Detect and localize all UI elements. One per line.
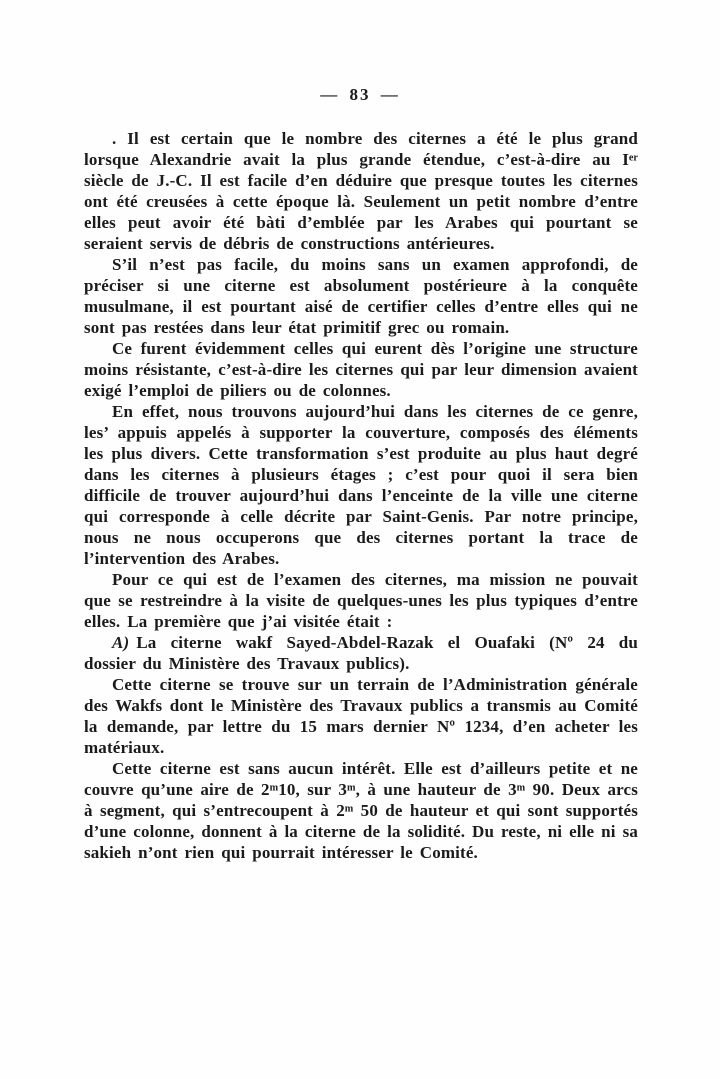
text-block: [84, 128, 638, 863]
paragraph-1: . Il est certain que le nombre des citernes a été le plus grand lorsque Alexandrie avait la plus grande étendue, c’est-à-dire au Iᵉʳ siècle de J.-C. Il est facile d’en déduire que presque toutes les citernes ont été creusées à cette époque là. Seulement un petit nombre d’entre elles peut avoir été bàti d’emblée par les Arabes qui pourtant se seraient servis de débris de constructions antérieures.: [84, 129, 638, 253]
paragraph-8: Cette citerne est sans aucun intérêt. Elle est d’ailleurs petite et ne couvre qu’une aire de 2ᵐ10, sur 3ᵐ, à une hauteur de 3ᵐ 90. Deux arcs à segment, qui s’entrecoupent à 2ᵐ 50 de hauteur et qui sont supportés d’une colonne, donnent à la citerne de la solidité. Du reste, ni elle ni sa sakieh n’ont rien qui pourrait intéresser le Comité.: [84, 759, 638, 862]
paragraph-7: Cette citerne se trouve sur un terrain de l’Administration générale des Wakfs dont le Ministère des Travaux publics a transmis au Comité la demande, par lettre du 15 mars dernier Nº 1234, d’en acheter les matériaux.: [84, 675, 638, 757]
paragraph-2: S’il n’est pas facile, du moins sans un examen approfondi, de préciser si une citerne est absolument postérieure à la conquête musulmane, il est pourtant aisé de certifier celles d’entre elles qui ne sont pas restées dans leur état primitif grec ou romain.: [84, 255, 638, 337]
item-a-text: La citerne wakf Sayed-Abdel-Razak el Ouafaki (Nº 24 du dossier du Ministère des Travaux publics).: [84, 633, 638, 673]
paragraph-5: Pour ce qui est de l’examen des citernes, ma mission ne pouvait que se restreindre à la visite de quelques-unes les plus typiques d’entre elles. La première que j’ai visitée était :: [84, 570, 638, 631]
paragraph-4: En effet, nous trouvons aujourd’hui dans les citernes de ce genre, les’ appuis appelés à supporter la couverture, composés des éléments les plus divers. Cette transformation s’est produite au plus haut degré dans les citernes à plusieurs étages ; c’est pour quoi il sera bien difficile de trouver aujourd’hui dans l’enceinte de la ville une citerne qui corresponde à celle décrite par Saint-Genis. Par notre principe, nous ne nous occuperons que des citernes portant la trace de l’intervention des Arabes.: [84, 402, 638, 568]
paragraph-6-item-a: [84, 632, 638, 674]
paragraph-3: Ce furent évidemment celles qui eurent dès l’origine une structure moins résistante, c’est-à-dire les citernes qui par leur dimension avaient exigé l’emploi de piliers ou de colonnes.: [84, 339, 638, 400]
page-number: — 83 —: [320, 85, 400, 104]
item-a-marker: A): [112, 633, 130, 652]
